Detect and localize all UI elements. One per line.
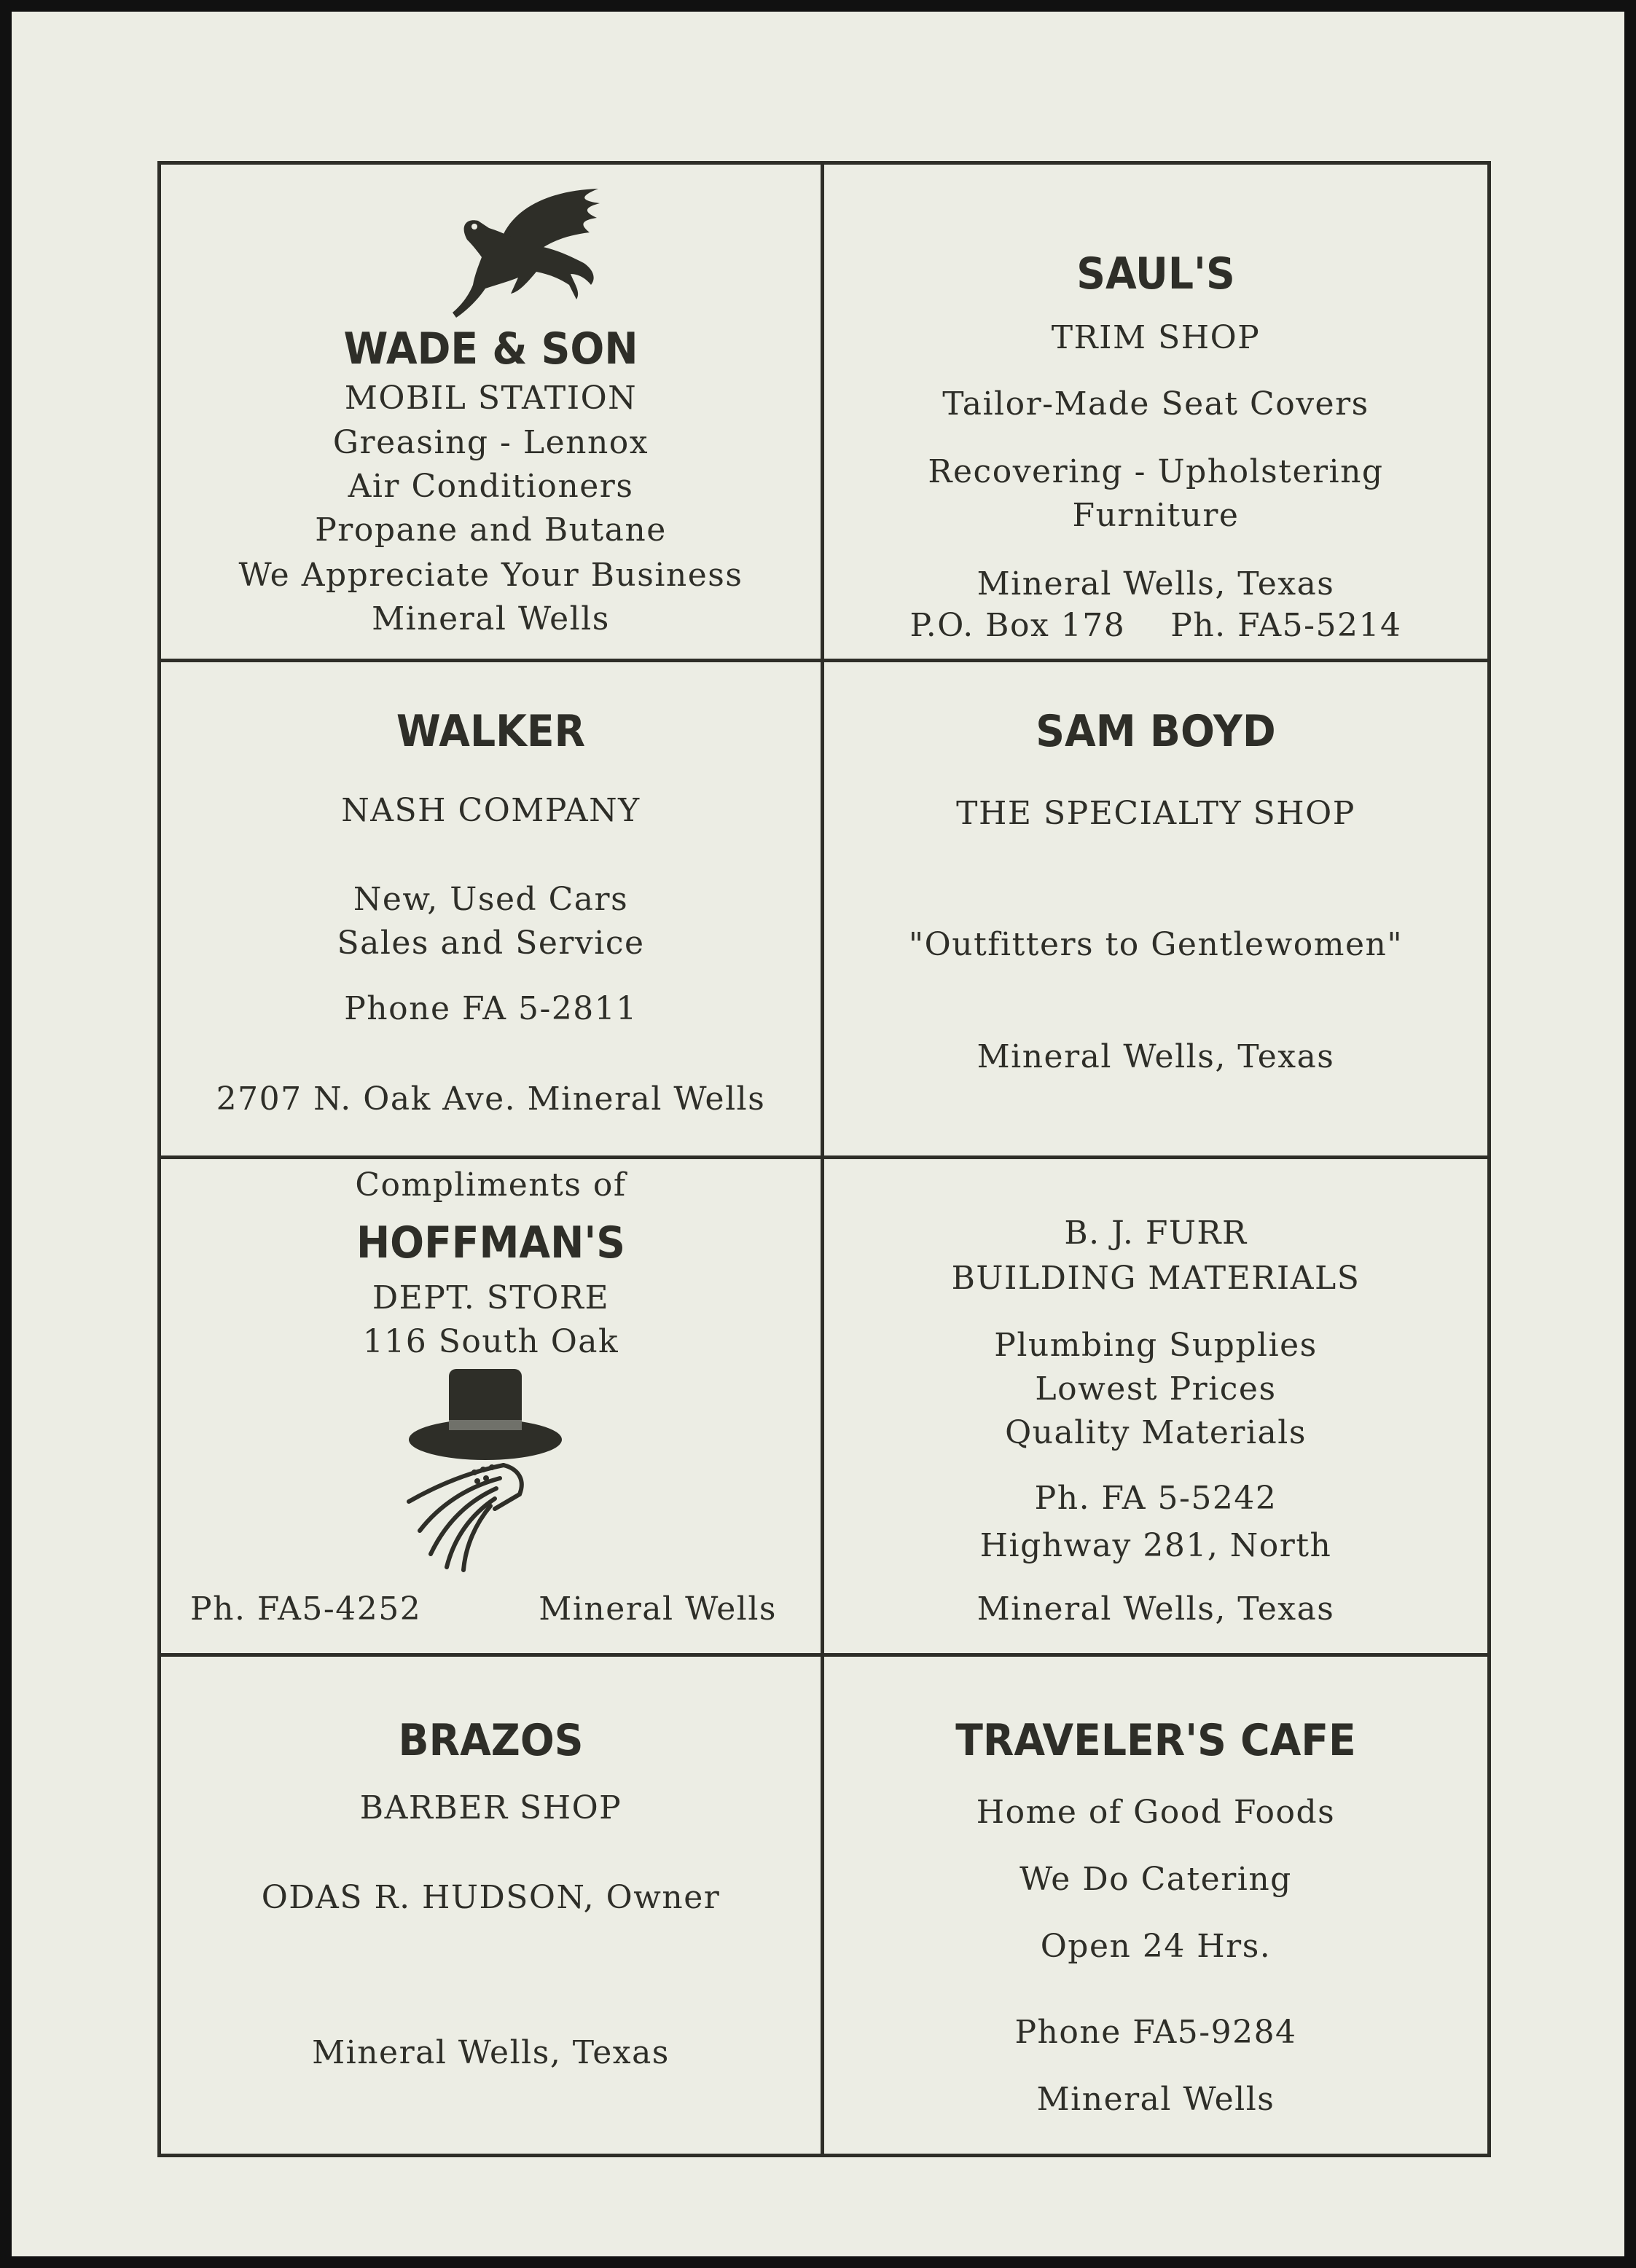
ad-line: THE SPECIALTY SHOP (956, 794, 1355, 832)
ad-line: 116 South Oak (362, 1323, 619, 1360)
ad-line: Compliments of (355, 1166, 627, 1204)
ad-hoffmans (161, 1159, 824, 1657)
ad-wade-and-son (161, 165, 824, 662)
ad-line: Mineral Wells (372, 600, 610, 637)
ad-line: Ph. FA 5-5242 (1034, 1480, 1277, 1517)
ad-brazos (161, 1657, 824, 2154)
pegasus-icon (409, 176, 606, 321)
ad-sauls (824, 165, 1487, 662)
ad-line: ODAS R. HUDSON, Owner (261, 1878, 721, 1916)
ad-name: BRAZOS (398, 1714, 584, 1766)
ad-line: Open 24 Hrs. (1040, 1927, 1272, 1965)
top-hat-and-gloves-icon (394, 1363, 569, 1574)
ad-line: Furniture (1072, 497, 1240, 534)
ad-grid (157, 161, 1491, 2157)
ad-line: Tailor-Made Seat Covers (942, 385, 1369, 423)
ad-line: Phone FA5-9284 (1014, 2013, 1297, 2051)
ad-line: Mineral Wells, Texas (976, 565, 1335, 603)
ad-line: Phone FA 5-2811 (344, 989, 638, 1027)
ad-name: SAUL'S (1076, 248, 1235, 299)
ad-line: Lowest Prices (1035, 1370, 1277, 1408)
ad-name: WALKER (396, 705, 586, 757)
ad-bj-furr (824, 1159, 1487, 1657)
ad-line: Mineral Wells, Texas (976, 1590, 1335, 1628)
ad-line: Recovering - Upholstering (928, 453, 1384, 490)
ad-line: DEPT. STORE (372, 1279, 610, 1317)
ad-line: Air Conditioners (348, 468, 634, 505)
ad-line: BUILDING MATERIALS (951, 1260, 1361, 1297)
ad-sam-boyd (824, 662, 1487, 1160)
ad-line: TRIM SHOP (1051, 319, 1261, 356)
ad-line: Quality Materials (1005, 1414, 1307, 1451)
ad-line: Highway 281, North (979, 1527, 1332, 1564)
ad-line: Greasing - Lennox (332, 424, 649, 461)
ad-line: Plumbing Supplies (994, 1327, 1318, 1364)
ad-line: NASH COMPANY (341, 791, 641, 829)
ad-line: Mineral Wells, Texas (312, 2033, 670, 2071)
ad-line: MOBIL STATION (344, 380, 638, 417)
ad-name: SAM BOYD (1036, 705, 1276, 757)
ad-name: TRAVELER'S CAFE (955, 1714, 1356, 1766)
ad-name: B. J. FURR (1064, 1215, 1248, 1252)
ad-line: P.O. Box 178 Ph. FA5-5214 (909, 607, 1402, 644)
ad-line: Mineral Wells, Texas (976, 1037, 1335, 1075)
ad-travelers-cafe (824, 1657, 1487, 2154)
ad-line: "Outfitters to Gentlewomen" (908, 925, 1404, 963)
ad-line: Home of Good Foods (976, 1793, 1336, 1831)
ad-city: Mineral Wells (539, 1590, 777, 1628)
ad-line: We Appreciate Your Business (238, 557, 743, 594)
ad-line: Propane and Butane (315, 511, 667, 549)
ad-line: 2707 N. Oak Ave. Mineral Wells (216, 1080, 766, 1118)
ad-line: Mineral Wells (1036, 2080, 1275, 2118)
ad-line: Sales and Service (337, 924, 645, 962)
ad-name: WADE & SON (343, 323, 638, 374)
ad-line: New, Used Cars (353, 880, 629, 918)
yearbook-page (12, 12, 1624, 2256)
ad-line: We Do Catering (1019, 1860, 1292, 1898)
ad-walker (161, 662, 824, 1160)
ad-line: BARBER SHOP (359, 1789, 622, 1826)
ad-name: HOFFMAN'S (356, 1217, 626, 1268)
ad-phone: Ph. FA5-4252 (190, 1590, 422, 1628)
